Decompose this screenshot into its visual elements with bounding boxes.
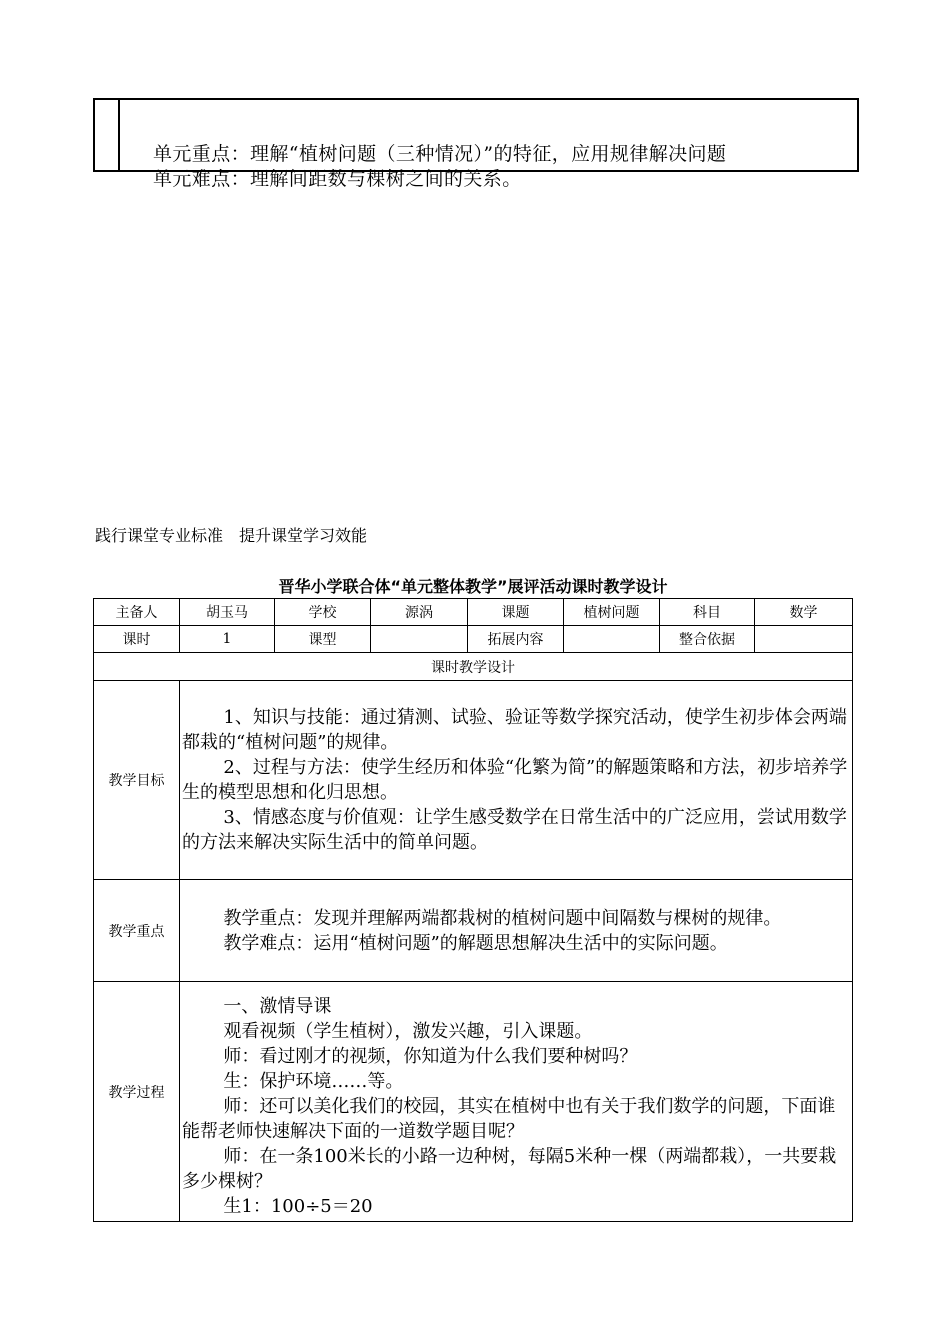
lesson-design-table	[93, 598, 853, 1222]
process-student-2: 生1：100÷5＝20	[223, 1196, 373, 1217]
page-bottom-margin	[93, 1228, 873, 1344]
header-row-1	[94, 599, 853, 626]
goals-row	[94, 681, 853, 880]
unit-focus: 单元重点：理解“植树问题（三种情况）”的特征，应用规律解决问题	[153, 143, 727, 165]
unit-box-divider	[118, 98, 120, 172]
process-row	[94, 982, 853, 1222]
cell-preparer-label: 主备人	[94, 599, 180, 626]
cell-period: 1	[180, 626, 275, 653]
process-content	[180, 982, 853, 1222]
process-label: 教学过程	[94, 982, 180, 1222]
cell-topic: 植树问题	[564, 599, 660, 626]
cell-type-label: 课型	[275, 626, 371, 653]
cell-school: 源涡	[371, 599, 468, 626]
cell-subject-label: 科目	[660, 599, 755, 626]
slogan: 践行课堂专业标准 提升课堂学习效能	[95, 526, 368, 545]
section-title: 课时教学设计	[94, 653, 853, 681]
cell-period-label: 课时	[94, 626, 180, 653]
goals-label: 教学目标	[94, 681, 180, 880]
cell-type	[371, 626, 468, 653]
cell-school-label: 学校	[275, 599, 371, 626]
key-difficulty: 教学难点：运用“植树问题”的解题思想解决生活中的实际问题。	[223, 932, 728, 954]
cell-integration-label: 整合依据	[660, 626, 755, 653]
goal-attitude: 3、情感态度与价值观：让学生感受数学在日常生活中的广泛应用，尝试用数学的方法来解决实际生活中的简单问题。	[182, 807, 847, 853]
cell-subject: 数学	[755, 599, 853, 626]
process-step-title: 一、激情导课	[223, 996, 332, 1017]
document-title: 晋华小学联合体“单元整体教学”展评活动课时教学设计	[278, 577, 668, 596]
process-teacher-1: 师：看过刚才的视频，你知道为什么我们要种树吗？	[223, 1046, 638, 1067]
process-video: 观看视频（学生植树），激发兴趣，引入课题。	[223, 1021, 593, 1042]
key-content	[180, 880, 853, 982]
goal-knowledge: 1、知识与技能：通过猜测、试验、验证等数学探究活动，使学生初步体会两端都栽的“植树问题”的规律。	[182, 707, 847, 753]
cell-preparer: 胡玉马	[180, 599, 275, 626]
cell-extension	[564, 626, 660, 653]
key-row	[94, 880, 853, 982]
process-teacher-3: 师：在一条100米长的小路一边种树，每隔5米种一棵（两端都栽），一共要栽多少棵树？	[182, 1146, 837, 1192]
cell-extension-label: 拓展内容	[468, 626, 564, 653]
cell-topic-label: 课题	[468, 599, 564, 626]
goal-process: 2、过程与方法：使学生经历和体验“化繁为简”的解题策略和方法，初步培养学生的模型思想和化归思想。	[182, 757, 848, 803]
cell-integration	[755, 626, 853, 653]
header-row-2	[94, 626, 853, 653]
section-row	[94, 653, 853, 681]
goals-content	[180, 681, 853, 880]
process-teacher-2: 师：还可以美化我们的校园，其实在植树中也有关于我们数学的问题，下面谁能帮老师快速解决下面的一道数学题目呢？	[182, 1096, 836, 1142]
unit-difficulty: 单元难点：理解间距数与棵树之间的关系。	[153, 168, 522, 190]
process-student-1: 生：保护环境……等。	[223, 1071, 404, 1092]
key-label: 教学重点	[94, 880, 180, 982]
key-focus: 教学重点：发现并理解两端都栽树的植树问题中间隔数与棵树的规律。	[223, 907, 782, 929]
